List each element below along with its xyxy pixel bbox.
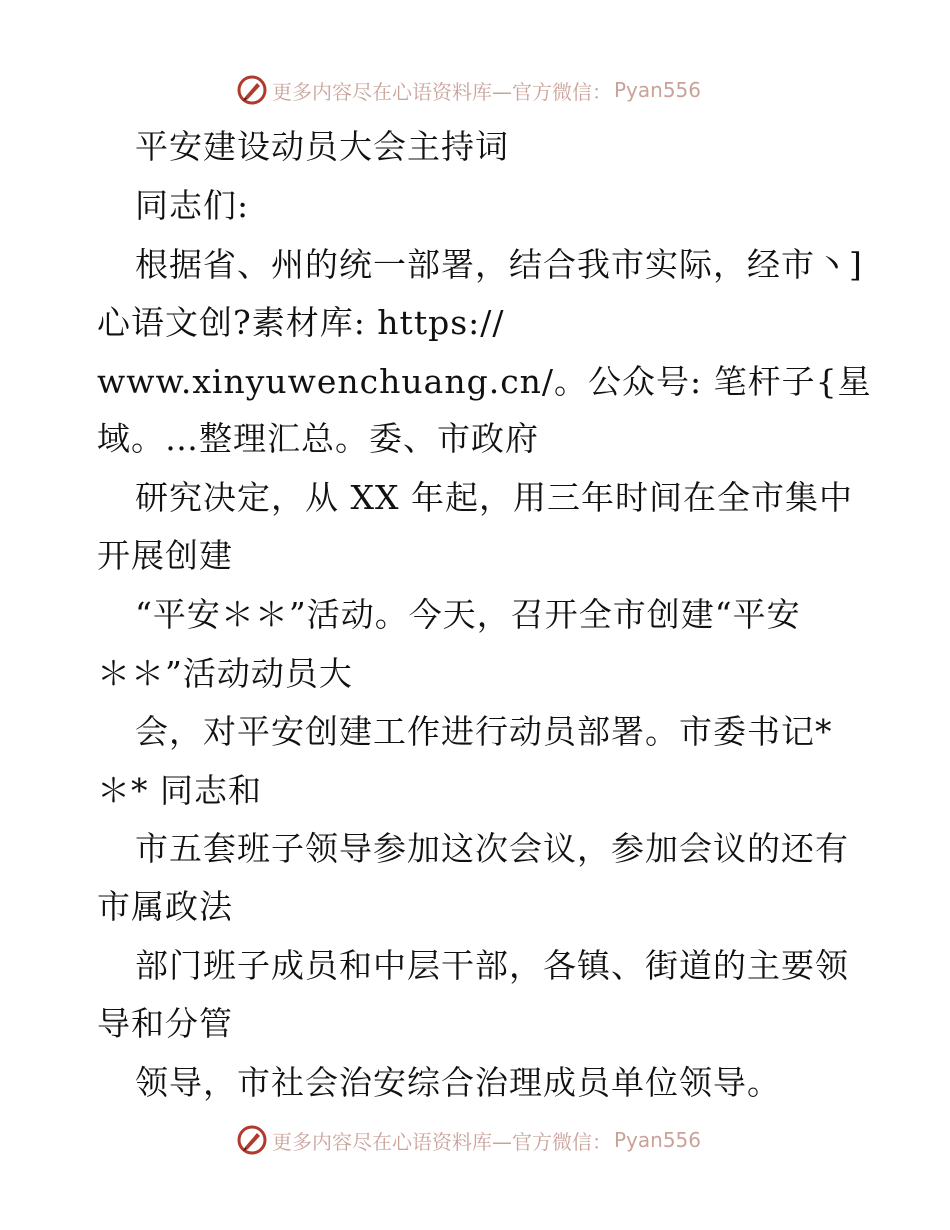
paragraph-line: 心语文创?素材库: https://	[97, 303, 505, 342]
paragraph-line: “平安＊＊”活动。今天，召开全市创建“平安	[135, 595, 801, 634]
paragraph-line: 领导，市社会治安综合治理成员单位领导。	[135, 1063, 781, 1102]
paragraph-line: 域。…整理汇总。委、市政府	[97, 419, 539, 458]
paragraph-line: www.xinyuwenchuang.cn/。公众号: 笔杆子{星	[97, 362, 872, 401]
paragraph-line: 会，对平安创建工作进行动员部署。市委书记*	[135, 712, 833, 751]
watermark-wechat-id: Pyan556	[614, 78, 702, 102]
header-watermark	[236, 72, 736, 108]
document-title: 平安建设动员大会主持词	[135, 127, 509, 166]
salutation: 同志们:	[135, 186, 250, 225]
footer-watermark	[236, 1122, 736, 1158]
paragraph-line: ＊* 同志和	[97, 771, 262, 810]
paragraph-line: 研究决定，从 XX 年起，用三年时间在全市集中	[135, 478, 853, 517]
quill-seal-icon	[236, 1124, 268, 1156]
watermark-wechat-id: Pyan556	[614, 1128, 702, 1152]
quill-seal-icon	[236, 74, 268, 106]
paragraph-line: 部门班子成员和中层干部，各镇、街道的主要领	[135, 946, 849, 985]
watermark-text: 更多内容尽在心语资料库—官方微信：	[272, 79, 612, 104]
paragraph-line: 开展创建	[97, 536, 233, 575]
paragraph-line: ＊＊”活动动员大	[97, 654, 353, 693]
paragraph-line: 根据省、州的统一部署，结合我市实际，经市丶]	[135, 245, 863, 284]
paragraph-line: 市五套班子领导参加这次会议，参加会议的还有	[135, 829, 849, 868]
paragraph-line: 市属政法	[97, 887, 233, 926]
paragraph-line: 导和分管	[97, 1004, 233, 1043]
watermark-text: 更多内容尽在心语资料库—官方微信：	[272, 1129, 612, 1154]
